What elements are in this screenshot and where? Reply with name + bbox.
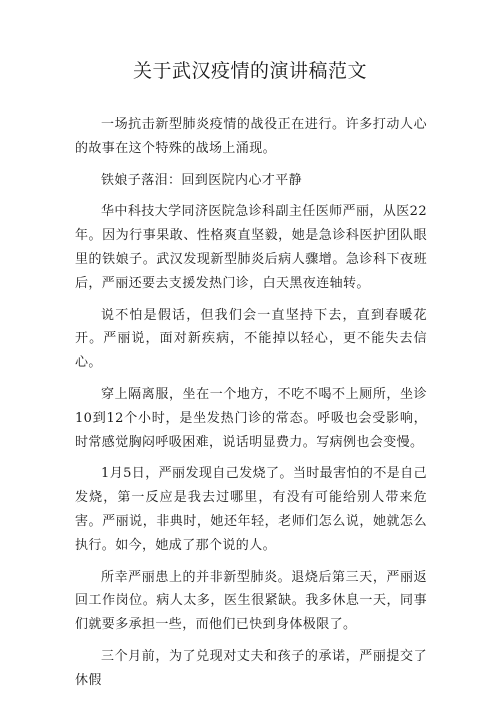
paragraph: 穿上隔离服，坐在一个地方，不吃不喝不上厕所，坐诊10到12个小时，是坐发热门诊的常态。呼吸也会受影响，时常感觉胸闷呼吸困难，说话明显费力。写病例也会变慢。 xyxy=(75,386,427,450)
paragraph: 华中科技大学同济医院急诊科副主任医师严丽，从医22年。因为行事果敢、性格爽直坚毅，她是急诊科医护团队眼里的铁娘子。武汉发现新型肺炎后病人骤增。急诊科下夜班后，严丽还要去支援发热门诊，白天黑夜连轴转。 xyxy=(75,204,427,291)
paragraph: 所幸严丽患上的并非新型肺炎。退烧后第三天，严丽返回工作岗位。病人太多，医生很紧缺。我多休息一天，同事们就要多承担一些，而他们已快到身体极限了。 xyxy=(75,569,427,633)
paragraph: 一场抗击新型肺炎疫情的战役正在进行。许多打动人心的故事在这个特殊的战场上涌现。 xyxy=(75,117,427,156)
paragraph: 三个月前，为了兑现对丈夫和孩子的承诺，严丽提交了休假 xyxy=(75,648,427,688)
paragraph: 说不怕是假话，但我们会一直坚持下去，直到春暖花开。严丽说，面对新疾病，不能掉以轻心，更不能失去信心。 xyxy=(75,307,427,371)
document-title: 关于武汉疫情的演讲稿范文 xyxy=(132,60,367,82)
section-heading: 铁娘子落泪：回到医院内心才平静 xyxy=(101,172,303,188)
paragraph: 1月5日，严丽发现自己发烧了。当时最害怕的不是自己发烧，第一反应是我去过哪里，有没有可能给别人带来危害。严丽说，非典时，她还年轻，老师们怎么说，她就怎么执行。如今，她成了那个说的人。 xyxy=(75,466,427,553)
document-body xyxy=(75,113,427,701)
